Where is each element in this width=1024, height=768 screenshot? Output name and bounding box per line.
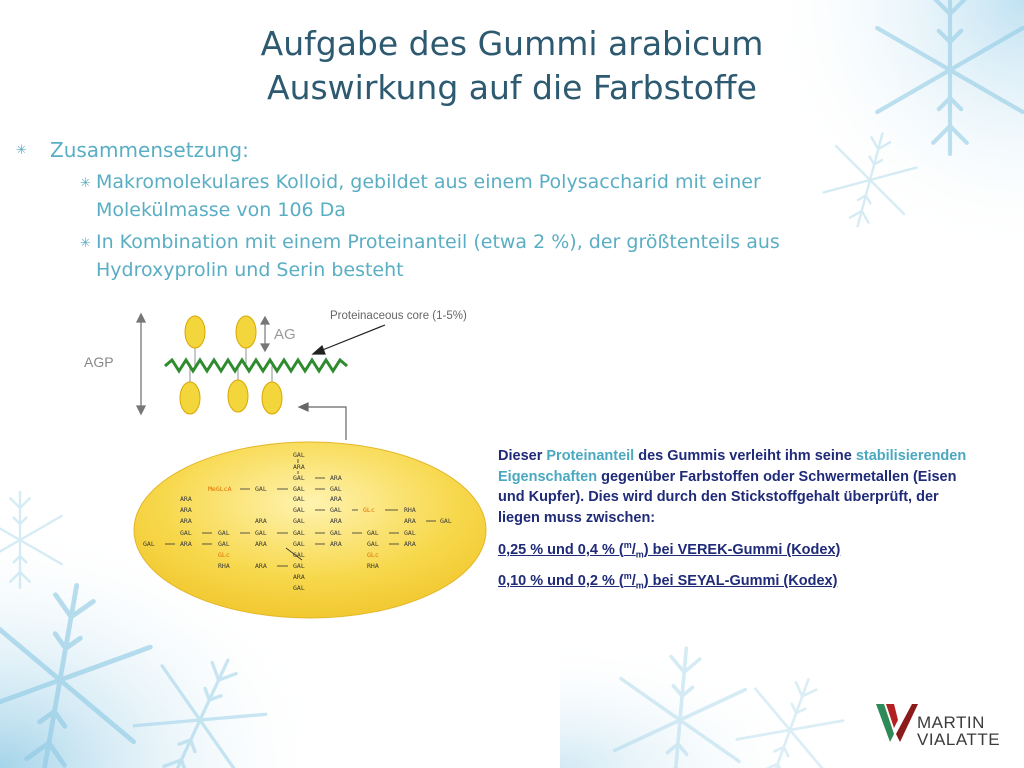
bullet-asterisk-icon: ✳ <box>16 143 27 158</box>
core-arrow <box>313 325 385 354</box>
svg-text:ARA: ARA <box>293 463 305 471</box>
svg-text:GAL: GAL <box>404 529 416 537</box>
svg-text:ARA: ARA <box>180 517 192 525</box>
svg-text:GLc: GLc <box>218 551 230 559</box>
logo-text-line-1: MARTIN <box>917 713 985 732</box>
nitrogen-range-verek: 0,25 % und 0,4 % $(^m/_m)$ bei VEREK-Gummi (Kodex) <box>498 540 841 560</box>
martin-vialatte-logo-icon <box>872 700 922 746</box>
svg-text:ARA: ARA <box>330 517 342 525</box>
bullet-sub-1-line-2: Molekülmasse von 106 Da <box>96 199 346 221</box>
svg-text:ARA: ARA <box>180 495 192 503</box>
bullet-asterisk-icon: ✳ <box>80 236 91 251</box>
svg-text:GAL: GAL <box>330 485 342 493</box>
svg-text:ARA: ARA <box>255 517 267 525</box>
svg-text:GAL: GAL <box>180 529 192 537</box>
svg-text:GAL: GAL <box>367 540 379 548</box>
svg-text:GAL: GAL <box>293 517 305 525</box>
svg-text:ARA: ARA <box>404 540 416 548</box>
svg-text:ARA: ARA <box>180 540 192 548</box>
svg-text:ARA: ARA <box>404 517 416 525</box>
protein-chain <box>165 360 347 371</box>
svg-text:GAL: GAL <box>293 540 305 548</box>
bullet-asterisk-icon: ✳ <box>80 176 91 191</box>
svg-text:GAL: GAL <box>255 529 267 537</box>
svg-text:GAL: GAL <box>293 485 305 493</box>
svg-text:ARA: ARA <box>330 474 342 482</box>
logo-text-line-2: VIALATTE <box>917 730 1001 749</box>
svg-text:RHA: RHA <box>218 562 230 570</box>
svg-text:GAL: GAL <box>293 495 305 503</box>
bullet-sub-2-line-1: In Kombination mit einem Proteinanteil (etwa 2 %), der größtenteils aus <box>96 231 780 253</box>
svg-text:GAL: GAL <box>440 517 452 525</box>
svg-text:ARA: ARA <box>255 562 267 570</box>
svg-text:GAL: GAL <box>293 451 305 459</box>
ag-label: AG <box>274 326 296 343</box>
bullet-sub-1-line-1: Makromolekulares Kolloid, gebildet aus einem Polysaccharid mit einer <box>96 171 761 193</box>
svg-text:GAL: GAL <box>143 540 155 548</box>
svg-text:GAL: GAL <box>218 540 230 548</box>
svg-text:GAL: GAL <box>367 529 379 537</box>
svg-text:ARA: ARA <box>180 506 192 514</box>
svg-text:ARA: ARA <box>293 573 305 581</box>
core-label: Proteinaceous core (1-5%) <box>330 310 467 322</box>
agp-arrow <box>137 314 145 414</box>
agp-label: AGP <box>84 354 114 370</box>
svg-text:GAL: GAL <box>255 485 267 493</box>
svg-text:GAL: GAL <box>293 506 305 514</box>
svg-text:ARA: ARA <box>330 540 342 548</box>
svg-text:RHA: RHA <box>367 562 379 570</box>
highlight-stabilisierend: stabilisierenden Eigenschaften <box>498 448 967 485</box>
svg-text:GAL: GAL <box>293 529 305 537</box>
zoom-connector <box>299 403 346 440</box>
svg-text:GAL: GAL <box>218 529 230 537</box>
highlight-proteinanteil: Proteinanteil <box>546 448 635 464</box>
svg-text:RHA: RHA <box>404 506 416 514</box>
svg-text:GAL: GAL <box>293 551 305 559</box>
svg-text:GAL: GAL <box>293 562 305 570</box>
svg-text:GLc: GLc <box>363 506 375 514</box>
svg-text:GAL: GAL <box>330 506 342 514</box>
svg-text:GAL: GAL <box>293 474 305 482</box>
ag-arrow <box>261 317 269 351</box>
svg-text:ARA: ARA <box>255 540 267 548</box>
svg-text:GLc: GLc <box>367 551 379 559</box>
svg-text:ARA: ARA <box>330 495 342 503</box>
slide-title-line-1: Aufgabe des Gummi arabicum <box>260 24 764 63</box>
svg-text:GAL: GAL <box>330 529 342 537</box>
slide-title-line-2: Auswirkung auf die Farbstoffe <box>267 68 757 107</box>
protein-explanation: Dieser Proteinanteil des Gummis verleiht ihm seine stabilisierenden Eigenschaften gegenüber Farbstoffen oder Schwermetallen (Eisen und Kupfer). Dies wird durch den Stickstoffgehalt überprüft, der liegen muss zwischen: <box>498 448 967 526</box>
svg-text:MeGLcA: MeGLcA <box>208 485 232 493</box>
bullet-main: Zusammensetzung: <box>50 138 249 162</box>
svg-text:GAL: GAL <box>293 584 305 592</box>
nitrogen-range-seyal: 0,10 % und 0,2 % $(^m/_m)$ bei SEYAL-Gummi (Kodex) <box>498 571 838 591</box>
bullet-sub-2-line-2: Hydroxyprolin und Serin besteht <box>96 259 404 281</box>
